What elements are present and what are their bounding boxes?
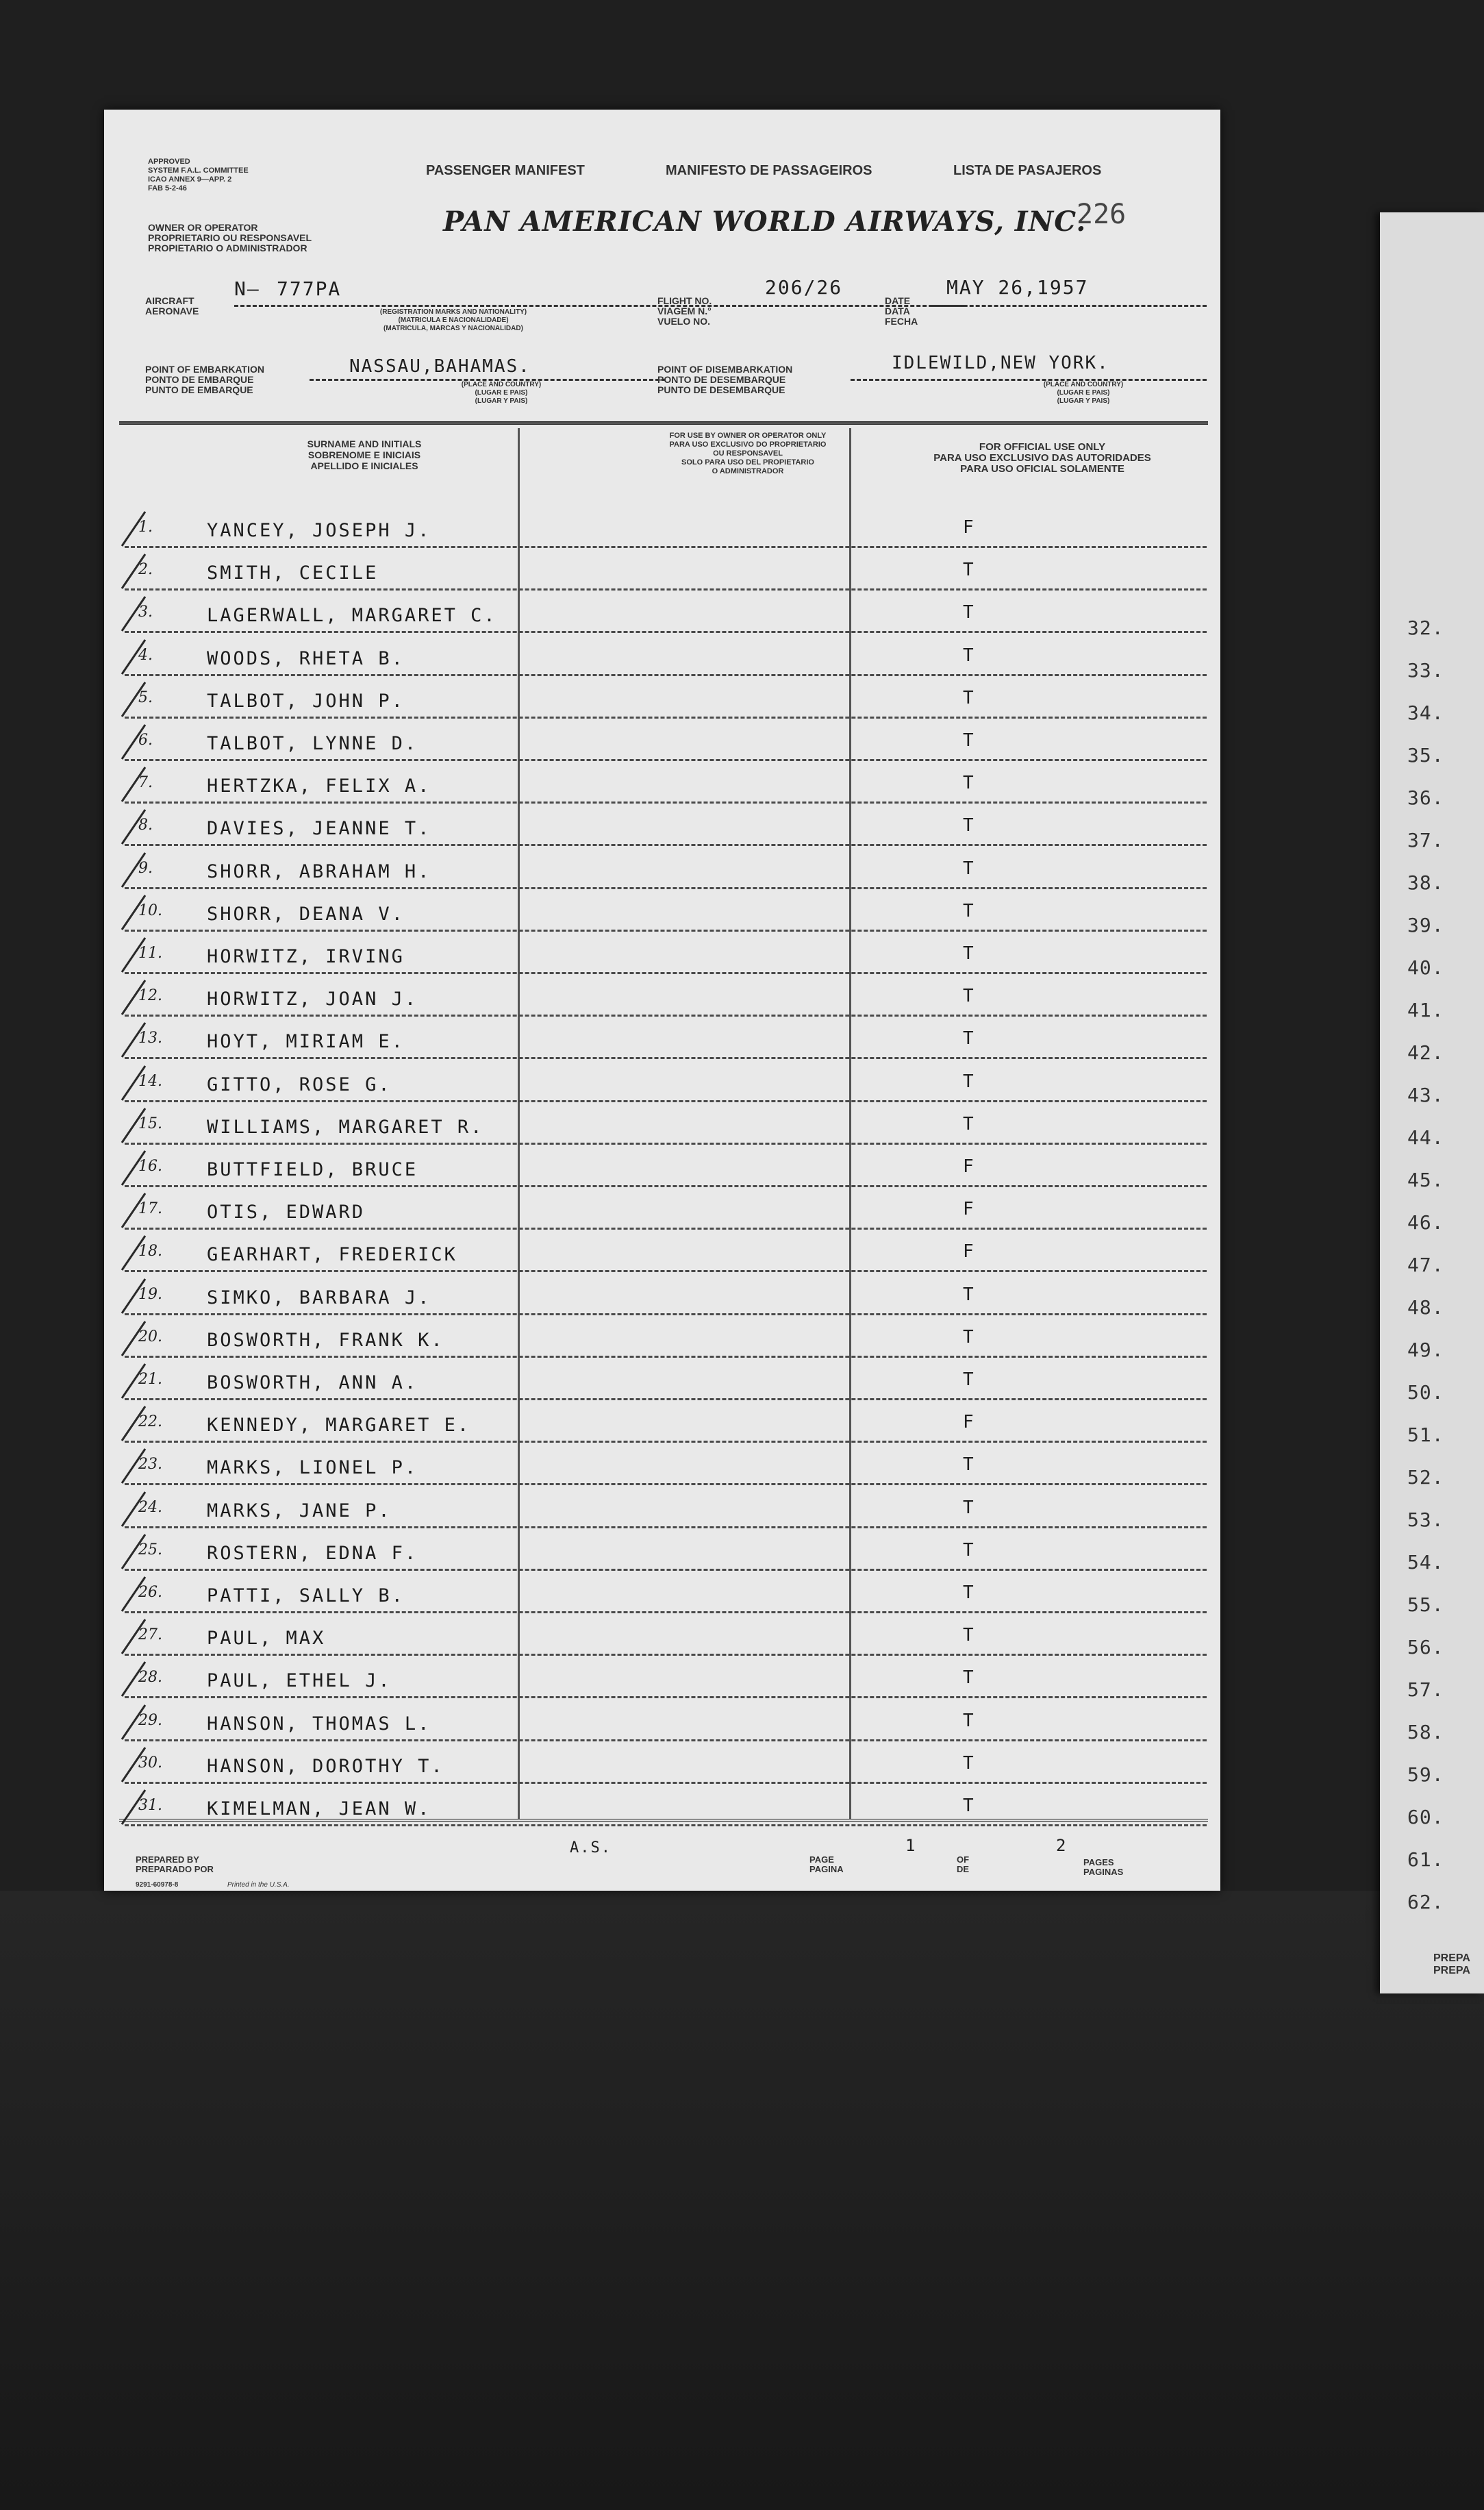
adjacent-row-number: 47. xyxy=(1407,1254,1444,1276)
passenger-name: HANSON, DOROTHY T. xyxy=(207,1755,444,1777)
table-row xyxy=(125,845,1207,889)
table-top-rule xyxy=(119,421,1208,425)
table-row xyxy=(125,802,1207,846)
row-number: 8. xyxy=(138,817,153,834)
embarkation-place: NASSAU,BAHAMAS. xyxy=(349,356,531,377)
row-number: 4. xyxy=(138,646,153,664)
passenger-name: BOSWORTH, ANN A. xyxy=(207,1372,418,1393)
row-number: 26. xyxy=(138,1584,162,1601)
official-use-code: T xyxy=(963,858,974,879)
date-label: DATE DATA FECHA xyxy=(885,295,918,327)
official-use-code: F xyxy=(963,517,974,538)
flight-underline xyxy=(744,305,964,307)
row-number: 30. xyxy=(138,1754,162,1772)
row-number: 20. xyxy=(138,1328,162,1345)
aircraft-sublabel: (REGISTRATION MARKS AND NATIONALITY) (MATRICULA E NACIONALIDADE) (MATRICULA, MARCAS Y NACIONALIDAD) xyxy=(379,308,527,332)
table-row xyxy=(125,972,1207,1017)
table-row xyxy=(125,1015,1207,1059)
official-use-code: T xyxy=(963,1497,974,1518)
table-row xyxy=(125,1484,1207,1528)
table-row xyxy=(125,588,1207,633)
table-row xyxy=(125,504,1207,548)
column-header-official-use: FOR OFFICIAL USE ONLY PARA USO EXCLUSIVO DAS AUTORIDADES PARA USO OFICIAL SOLAMENTE xyxy=(933,441,1151,475)
official-use-code: F xyxy=(963,1156,974,1177)
passenger-name: KENNEDY, MARGARET E. xyxy=(207,1415,471,1437)
title-spanish: LISTA DE PASAJEROS xyxy=(953,163,1102,178)
adjacent-row-number: 32. xyxy=(1407,617,1444,639)
official-use-code: T xyxy=(963,602,974,623)
adjacent-row-number: 61. xyxy=(1407,1848,1444,1871)
row-number: 5. xyxy=(138,688,153,706)
passenger-manifest-sheet xyxy=(104,110,1220,1891)
adjacent-row-number: 53. xyxy=(1407,1508,1444,1531)
table-row xyxy=(125,1526,1207,1571)
adjacent-row-number: 56. xyxy=(1407,1636,1444,1658)
passenger-name: LAGERWALL, MARGARET C. xyxy=(207,605,497,627)
row-number: 27. xyxy=(138,1626,162,1644)
page-label: PAGE PAGINA xyxy=(809,1854,844,1874)
adjacent-row-number: 39. xyxy=(1407,914,1444,936)
official-use-code: T xyxy=(963,730,974,751)
table-row xyxy=(125,930,1207,974)
page-value: 1 xyxy=(905,1836,917,1855)
table-row xyxy=(125,717,1207,761)
row-number: 31. xyxy=(138,1797,162,1814)
passenger-name: GEARHART, FREDERICK xyxy=(207,1244,457,1266)
row-number: 6. xyxy=(138,732,153,749)
adjacent-row-number: 34. xyxy=(1407,701,1444,724)
adjacent-row-number: 41. xyxy=(1407,999,1444,1021)
passenger-name: PAUL, ETHEL J. xyxy=(207,1670,392,1692)
passenger-name: OTIS, EDWARD xyxy=(207,1202,366,1223)
date-underline xyxy=(933,305,1207,307)
column-header-owner-use: FOR USE BY OWNER OR OPERATOR ONLY PARA USO EXCLUSIVO DO PROPRIETARIO OU RESPONSAVEL SOLO PARA USO DEL PROPIETARIO O ADMINISTRADOR xyxy=(669,432,827,475)
disembarkation-place: IDLEWILD,NEW YORK. xyxy=(892,353,1109,373)
passenger-name: MARKS, JANE P. xyxy=(207,1500,392,1521)
total-pages-value: 2 xyxy=(1056,1836,1068,1855)
adjacent-row-number: 52. xyxy=(1407,1466,1444,1489)
official-use-code: T xyxy=(963,900,974,921)
passenger-name: WILLIAMS, MARGARET R. xyxy=(207,1116,484,1138)
table-row xyxy=(125,1228,1207,1272)
passenger-name: TALBOT, JOHN P. xyxy=(207,690,405,712)
table-bottom-rule xyxy=(119,1819,1208,1822)
passenger-name: HANSON, THOMAS L. xyxy=(207,1713,431,1735)
adjacent-row-number: 51. xyxy=(1407,1424,1444,1446)
official-use-code: T xyxy=(963,1625,974,1646)
official-use-code: T xyxy=(963,1326,974,1347)
row-number: 24. xyxy=(138,1498,162,1516)
table-row xyxy=(125,1100,1207,1145)
adjacent-row-number: 38. xyxy=(1407,871,1444,894)
official-use-code: T xyxy=(963,1454,974,1476)
adjacent-row-number: 33. xyxy=(1407,659,1444,682)
approval-block: APPROVED SYSTEM F.A.L. COMMITTEE ICAO ANNEX 9—APP. 2 FAB 5-2-46 xyxy=(148,158,249,192)
passenger-name: HOYT, MIRIAM E. xyxy=(207,1031,405,1053)
table-row xyxy=(125,1313,1207,1358)
passenger-name: SHORR, ABRAHAM H. xyxy=(207,860,431,882)
flight-date: MAY 26,1957 xyxy=(946,276,1089,299)
table-row xyxy=(125,1143,1207,1187)
official-use-code: F xyxy=(963,1241,974,1263)
of-label: OF DE xyxy=(957,1854,970,1874)
table-row xyxy=(125,1271,1207,1315)
adjacent-row-number: 46. xyxy=(1407,1211,1444,1234)
row-number: 29. xyxy=(138,1711,162,1729)
table-row xyxy=(125,1058,1207,1102)
table-row xyxy=(125,759,1207,804)
adjacent-prepared-label: PREPA PREPA xyxy=(1433,1952,1470,1976)
row-number: 9. xyxy=(138,859,153,877)
official-use-code: T xyxy=(963,1667,974,1689)
table-row xyxy=(125,1569,1207,1613)
table-row xyxy=(125,546,1207,591)
row-number: 3. xyxy=(138,604,153,621)
film-background xyxy=(0,1891,1484,2510)
passenger-name: TALBOT, LYNNE D. xyxy=(207,733,418,754)
table-row xyxy=(125,1441,1207,1485)
passenger-name: YANCEY, JOSEPH J. xyxy=(207,520,431,541)
adjacent-row-number: 43. xyxy=(1407,1084,1444,1106)
adjacent-row-number: 54. xyxy=(1407,1551,1444,1574)
aircraft-registration: 777PA xyxy=(277,277,342,300)
embarkation-sublabel: (PLACE AND COUNTRY) (LUGAR E PAIS) (LUGAR Y PAIS) xyxy=(461,381,542,405)
official-use-code: T xyxy=(963,560,974,581)
row-number: 13. xyxy=(138,1030,162,1047)
adjacent-row-number: 55. xyxy=(1407,1593,1444,1616)
row-number: 15. xyxy=(138,1115,162,1132)
official-use-code: F xyxy=(963,1412,974,1433)
title-english: PASSENGER MANIFEST xyxy=(426,163,585,178)
table-row xyxy=(125,1697,1207,1741)
row-number: 23. xyxy=(138,1456,162,1474)
adjacent-row-number: 45. xyxy=(1407,1169,1444,1191)
row-number: 22. xyxy=(138,1413,162,1431)
table-row xyxy=(125,1185,1207,1230)
official-use-code: T xyxy=(963,687,974,708)
official-use-code: T xyxy=(963,1795,974,1816)
embarkation-label: POINT OF EMBARKATION PONTO DE EMBARQUE PUNTO DE EMBARQUE xyxy=(145,364,264,395)
row-number: 14. xyxy=(138,1072,162,1090)
adjacent-row-number: 60. xyxy=(1407,1806,1444,1828)
official-use-code: T xyxy=(963,943,974,964)
passenger-name: MARKS, LIONEL P. xyxy=(207,1457,418,1479)
adjacent-row-number: 57. xyxy=(1407,1678,1444,1701)
official-use-code: T xyxy=(963,1071,974,1092)
passenger-name: KIMELMAN, JEAN W. xyxy=(207,1798,431,1819)
passenger-name: HERTZKA, FELIX A. xyxy=(207,775,431,797)
printed-note: Printed in the U.S.A. xyxy=(227,1881,290,1889)
passenger-name: PAUL, MAX xyxy=(207,1628,326,1650)
adjacent-row-number: 35. xyxy=(1407,744,1444,767)
adjacent-row-number: 37. xyxy=(1407,829,1444,852)
passenger-name: SMITH, CECILE xyxy=(207,562,379,584)
aircraft-prefix: N— xyxy=(234,277,260,300)
column-header-surname: SURNAME AND INITIALS SOBRENOME E INICIAIS APELLIDO E INICIALES xyxy=(307,438,422,471)
airline-name: PAN AMERICAN WORLD AIRWAYS, INC. xyxy=(443,206,1087,238)
passenger-name: ROSTERN, EDNA F. xyxy=(207,1542,418,1564)
passenger-name: BOSWORTH, FRANK K. xyxy=(207,1329,444,1351)
prepared-by-value: A.S. xyxy=(570,1839,612,1856)
passenger-name: GITTO, ROSE G. xyxy=(207,1073,392,1095)
adjacent-row-number: 58. xyxy=(1407,1721,1444,1743)
table-row xyxy=(125,1356,1207,1400)
official-use-code: T xyxy=(963,1369,974,1390)
official-use-code: T xyxy=(963,986,974,1007)
pages-label: PAGES PAGINAS xyxy=(1083,1857,1124,1877)
flight-number: 206/26 xyxy=(765,276,843,299)
passenger-name: DAVIES, JEANNE T. xyxy=(207,818,431,840)
row-number: 16. xyxy=(138,1158,162,1175)
passenger-name: PATTI, SALLY B. xyxy=(207,1585,405,1606)
official-use-code: T xyxy=(963,1710,974,1731)
passenger-name: HORWITZ, IRVING xyxy=(207,946,405,967)
row-number: 10. xyxy=(138,902,162,919)
row-number: 28. xyxy=(138,1669,162,1687)
passenger-name: HORWITZ, JOAN J. xyxy=(207,989,418,1010)
owner-operator-label: OWNER OR OPERATOR PROPRIETARIO OU RESPONSAVEL PROPIETARIO O ADMINISTRADOR xyxy=(148,222,312,253)
sheet-number: 226 xyxy=(1077,199,1127,230)
table-row xyxy=(125,1739,1207,1784)
table-row xyxy=(125,1654,1207,1698)
aircraft-label: AIRCRAFT AERONAVE xyxy=(145,295,199,316)
table-row xyxy=(125,674,1207,719)
row-number: 2. xyxy=(138,561,153,579)
official-use-code: T xyxy=(963,815,974,836)
row-number: 1. xyxy=(138,519,153,536)
adjacent-row-number: 42. xyxy=(1407,1041,1444,1064)
adjacent-manifest-page xyxy=(1380,212,1484,1993)
adjacent-row-number: 40. xyxy=(1407,956,1444,979)
row-number: 21. xyxy=(138,1371,162,1388)
prepared-by-label: PREPARED BY PREPARADO POR xyxy=(136,1854,214,1874)
official-use-code: T xyxy=(963,1539,974,1561)
flight-label: FLIGHT NO. VIAGEM N.° VUELO NO. xyxy=(657,295,712,327)
official-use-code: F xyxy=(963,1199,974,1220)
adjacent-row-number: 36. xyxy=(1407,786,1444,809)
adjacent-row-number: 50. xyxy=(1407,1381,1444,1404)
table-row xyxy=(125,1398,1207,1443)
official-use-code: T xyxy=(963,1284,974,1305)
table-row xyxy=(125,1611,1207,1656)
table-row xyxy=(125,632,1207,676)
adjacent-row-number: 62. xyxy=(1407,1891,1444,1913)
row-number: 19. xyxy=(138,1285,162,1303)
row-number: 12. xyxy=(138,987,162,1005)
row-number: 7. xyxy=(138,774,153,792)
official-use-code: T xyxy=(963,773,974,794)
row-number: 11. xyxy=(138,945,162,962)
form-code: 9291-60978-8 xyxy=(136,1881,179,1889)
adjacent-row-number: 49. xyxy=(1407,1339,1444,1361)
official-use-code: T xyxy=(963,1028,974,1049)
table-row xyxy=(125,887,1207,932)
passenger-name: WOODS, RHETA B. xyxy=(207,647,405,669)
official-use-code: T xyxy=(963,1752,974,1774)
adjacent-row-number: 44. xyxy=(1407,1126,1444,1149)
passenger-name: SHORR, DEANA V. xyxy=(207,903,405,925)
title-portuguese: MANIFESTO DE PASSAGEIROS xyxy=(666,163,872,178)
row-number: 18. xyxy=(138,1243,162,1260)
official-use-code: T xyxy=(963,645,974,666)
disembarkation-sublabel: (PLACE AND COUNTRY) (LUGAR E PAIS) (LUGAR Y PAIS) xyxy=(1043,381,1124,405)
row-number: 25. xyxy=(138,1541,162,1558)
official-use-code: T xyxy=(963,1113,974,1134)
disembarkation-label: POINT OF DISEMBARKATION PONTO DE DESEMBARQUE PUNTO DE DESEMBARQUE xyxy=(657,364,793,395)
row-number: 17. xyxy=(138,1200,162,1218)
adjacent-row-number: 59. xyxy=(1407,1763,1444,1786)
official-use-code: T xyxy=(963,1582,974,1603)
passenger-name: BUTTFIELD, BRUCE xyxy=(207,1159,418,1180)
adjacent-row-number: 48. xyxy=(1407,1296,1444,1319)
passenger-name: SIMKO, BARBARA J. xyxy=(207,1287,431,1308)
